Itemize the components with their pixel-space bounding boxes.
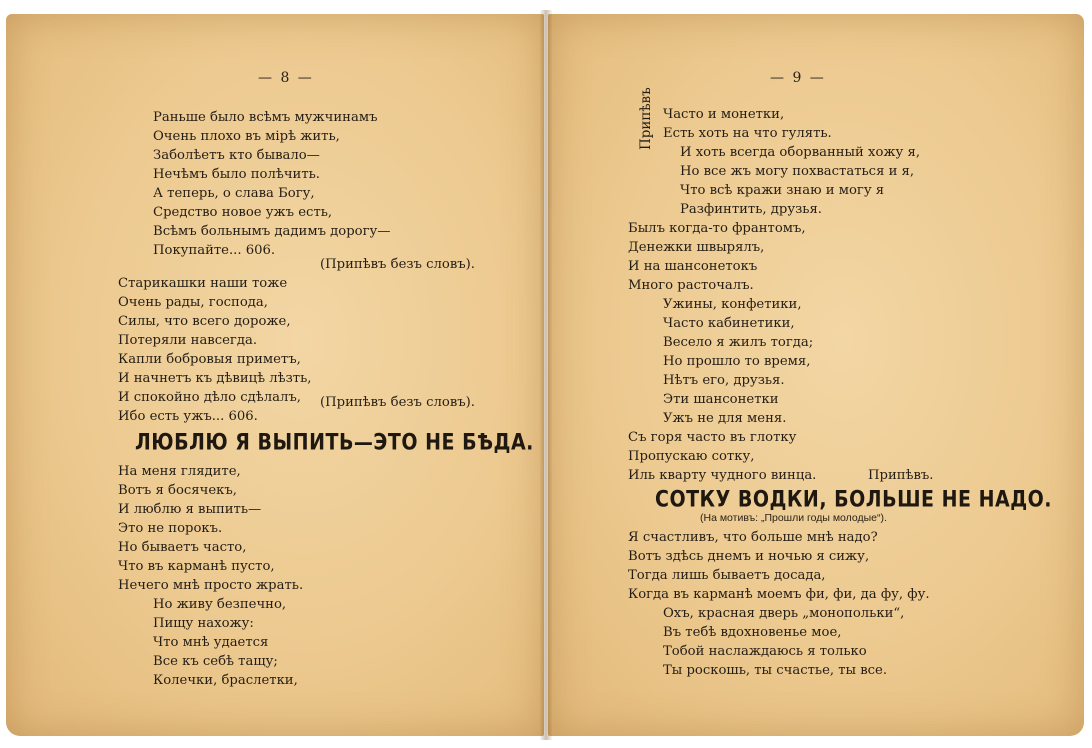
text-line: Вотъ я босячекъ, [118, 483, 237, 498]
song-title: ЛЮБЛЮ Я ВЫПИТЬ—ЭТО НЕ БѢДА. [135, 430, 534, 456]
text-line: И люблю я выпить— [118, 502, 262, 517]
text-line: Все къ себѣ тащу; [153, 654, 278, 669]
text-line: Очень плохо въ мірѣ жить, [153, 129, 340, 144]
text-line: Что въ карманѣ пусто, [118, 559, 275, 574]
text-line: Ужины, конфетики, [663, 297, 802, 312]
text-line: Часто и монетки, [663, 107, 785, 122]
text-line: Много расточалъ. [628, 278, 754, 293]
text-line: Весело я жилъ тогда; [663, 335, 814, 350]
text-line: Что всѣ кражи знаю и могу я [680, 183, 885, 198]
text-line: И начнетъ къ дѣвицѣ лѣзть, [118, 371, 312, 386]
text-line: Раньше было всѣмъ мужчинамъ [153, 110, 378, 125]
text-line: Потеряли навсегда. [118, 333, 258, 348]
text-line: И на шансонетокъ [628, 259, 758, 274]
text-line: Эти шансонетки [663, 392, 779, 407]
text-line: Пропускаю сотку, [628, 449, 755, 464]
page-number-right: — 9 — [770, 70, 826, 86]
text-line: Силы, что всего дороже, [118, 314, 291, 329]
text-line: Средство новое ужъ есть, [153, 205, 333, 220]
song-title: СОТКУ ВОДКИ, БОЛЬШЕ НЕ НАДО. [655, 487, 1053, 513]
text-line: Въ тебѣ вдохновенье мое, [663, 625, 842, 640]
text-line: Очень рады, господа, [118, 295, 268, 310]
text-line: Старикашки наши тоже [118, 276, 288, 291]
song-subtitle: (На мотивъ: „Прошли годы молодые“). [700, 512, 887, 524]
text-line: Но прошло то время, [663, 354, 811, 369]
text-line: Когда въ карманѣ моемъ фи, фи, да фу, фу. [628, 587, 930, 602]
text-line: Вотъ здѣсь днемъ и ночью я сижу, [628, 549, 870, 564]
refrain-vertical-label: Припѣвъ [638, 87, 654, 150]
page-number-left: — 8 — [258, 70, 314, 86]
text-line: Это не порокъ. [118, 521, 223, 536]
book-gutter [540, 10, 552, 740]
text-line: Но живу безпечно, [153, 597, 287, 612]
text-line: Ты роскошь, ты счастье, ты все. [663, 663, 888, 678]
text-line: Заболѣетъ кто бывало— [153, 148, 320, 163]
text-line: Ибо есть ужъ... 606. [118, 409, 258, 424]
text-line: Я счастливъ, что больше мнѣ надо? [628, 530, 878, 545]
text-line: Тобой наслаждаюсь я только [663, 644, 867, 659]
text-line: Капли бобровыя приметъ, [118, 352, 301, 367]
text-line: И хоть всегда оборванный хожу я, [680, 145, 921, 160]
text-line: И спокойно дѣло сдѣлалъ, [118, 390, 301, 405]
text-line: Но все жъ могу похвастаться и я, [680, 164, 915, 179]
text-line: Ужъ не для меня. [663, 411, 787, 426]
text-line: Что мнѣ удается [153, 635, 269, 650]
text-line: Былъ когда-то франтомъ, [628, 221, 806, 236]
text-line: Денежки швырялъ, [628, 240, 765, 255]
text-line: Покупайте... 606. [153, 243, 276, 258]
text-line: Съ горя часто въ глотку [628, 430, 797, 445]
text-line: Нечѣмъ было полѣчить. [153, 167, 320, 182]
refrain-note: Припѣвъ. [868, 468, 934, 483]
text-line: Охъ, красная дверь „монопольки“, [663, 606, 905, 621]
text-line: Иль кварту чудного винца. [628, 468, 817, 483]
refrain-note: (Припѣвъ безъ словъ). [320, 395, 475, 410]
text-line: Разфинтить, друзья. [680, 202, 822, 217]
text-line: А теперь, о слава Богу, [153, 186, 315, 201]
text-line: Тогда лишь бываетъ досада, [628, 568, 826, 583]
text-line: Есть хоть на что гулять. [663, 126, 832, 141]
text-line: Часто кабинетики, [663, 316, 795, 331]
text-line: Нѣтъ его, друзья. [663, 373, 785, 388]
text-line: Колечки, браслетки, [153, 673, 298, 688]
text-line: Но бываетъ часто, [118, 540, 247, 555]
text-line: На меня глядите, [118, 464, 241, 479]
text-line: Пищу нахожу: [153, 616, 254, 631]
refrain-note: (Припѣвъ безъ словъ). [320, 257, 475, 272]
text-line: Нечего мнѣ просто жрать. [118, 578, 304, 593]
text-line: Всѣмъ больнымъ дадимъ дорогу— [153, 224, 391, 239]
